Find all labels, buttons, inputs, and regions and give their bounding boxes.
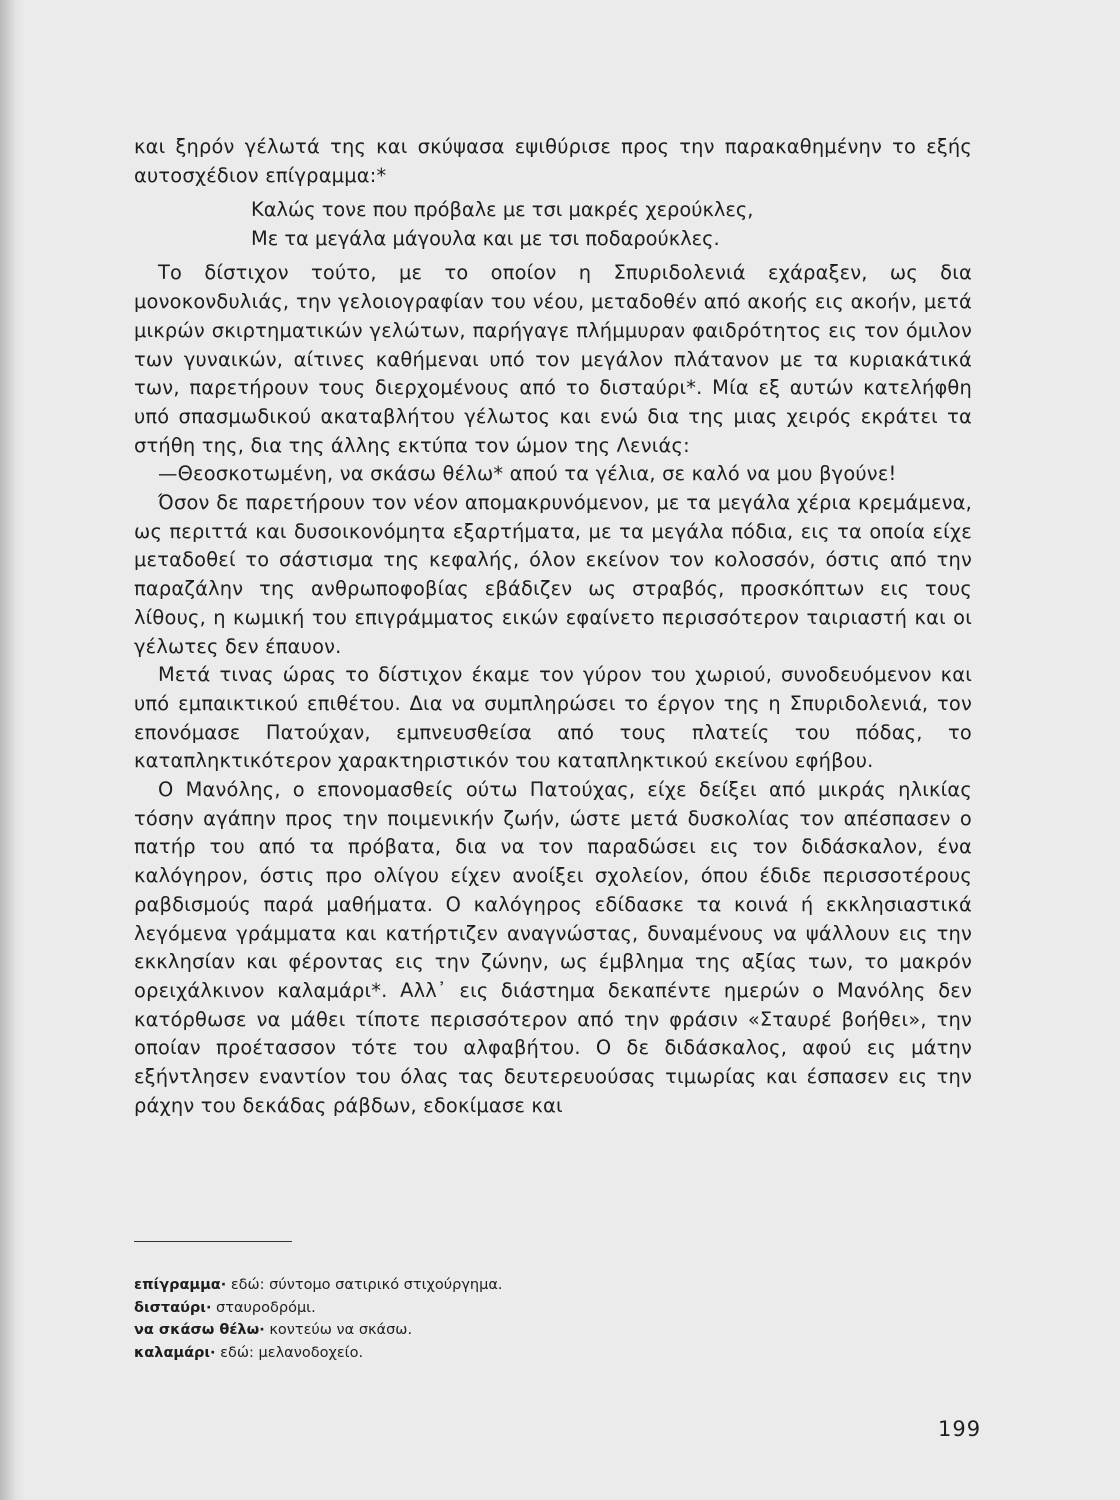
- paragraph-5: Μετά τινας ώρας το δίστιχον έκαμε τον γύρον του χωριού, συνοδευόμενον και υπό εμπαικτικού επιθέτου. Δια να συμπληρώσει το έργον της η Σπυριδολενιά, τον επονόμασε Πατούχαν, εμπνευσθείσα από τους πλατείς του πόδας, το καταπληκτικότερον χαρακτηριστικόν του καταπληκτικού εκείνου εφήβου.: [134, 663, 972, 773]
- footnote-term: δισταύρι·: [134, 1299, 212, 1316]
- footnote-definition: εδώ: μελανοδοχείο.: [215, 1344, 364, 1361]
- page-number: 199: [938, 1417, 982, 1441]
- footnote-2: [134, 1297, 934, 1320]
- footnote-1: [134, 1274, 934, 1297]
- verse-couplet: [251, 196, 972, 253]
- footnote-3: [134, 1319, 934, 1342]
- footnote-definition: εδώ: σύντομο σατιρικό στιχούργημα.: [226, 1277, 503, 1293]
- paragraph-1: και ξηρόν γέλωτά της και σκύψασα εψιθύρισε προς την παρακαθημένην το εξής αυτοσχέδιον επίγραμμα:*: [134, 135, 972, 187]
- footnote-term: επίγραμμα·: [134, 1277, 227, 1293]
- footnote-term: καλαμάρι·: [134, 1344, 216, 1361]
- paragraph-6: Ο Μανόλης, ο επονομασθείς ούτω Πατούχας, είχε δείξει από μικράς ηλικίας τόσην αγάπην προς την ποιμενικήν ζωήν, ώστε μετά δυσκολίας τον απέσπασεν ο πατήρ του από τα πρόβατα, δια να τον παραδώσει εις τον διδάσκαλον, ένα καλόγηρον, όστις προ ολίγου είχεν ανοίξει σχολείον, όπου έδιδε περισσοτέρους ραβδισμούς παρά μαθήματα. Ο καλόγηρος εδίδασκε τα κοινά ή εκκλησιαστικά λεγόμενα γράμματα και κατήρτιζεν αναγνώστας, δυναμένους να ψάλλουν εις την εκκλησίαν και φέροντας εις την ζώνην, ως έμβλημα της αξίας των, το μακρόν ορειχάλκινον καλαμάρι*. Αλλ᾽ εις διάστημα δεκαπέντε ημερών ο Μανόλης δεν κατόρθωσε να μάθει τίποτε περισσότερον από την φράσιν «Σταυρέ βοήθει», την οποίαν προέτασσον τότε του αλφαβήτου. Ο δε διδάσκαλος, αφού εις μάτην εξήντλησεν εναντίον του όλας τας δευτερευούσας τιμωρίας και έσπασεν εις την ράχην του δεκάδας ράβδων, εδοκίμασε και: [134, 778, 972, 1117]
- book-spine-shadow: [0, 0, 26, 1500]
- footnote-rule: [134, 1241, 292, 1242]
- footnote-term: να σκάσω θέλω·: [134, 1322, 265, 1338]
- paragraph-3-dialogue: —Θεοσκοτωμένη, να σκάσω θέλω* απού τα γέλια, σε καλό να μου βγούνε!: [158, 462, 897, 486]
- footnote-4: [134, 1342, 934, 1365]
- footnote-definition: κοντεύω να σκάσω.: [264, 1322, 413, 1338]
- footnotes: [134, 1274, 934, 1364]
- footnote-definition: σταυροδρόμι.: [211, 1299, 316, 1316]
- paragraph-2: Το δίστιχον τούτο, με το οποίον η Σπυριδολενιά εχάραξεν, ως δια μονοκονδυλιάς, την γελοιογραφίαν του νέου, μεταδοθέν από ακοής εις ακοήν, μετά μικρών σκιρτηματικών γελώτων, παρήγαγε πλήμμυραν φαιδρότητος εις τον όμιλον των γυναικών, αίτινες καθήμεναι υπό τον μεγάλον πλάτανον με τα κυριακάτικά των, παρετήρουν τους διερχομένους από το δισταύρι*. Μία εξ αυτών κατελήφθη υπό σπασμωδικού ακαταβλήτου γέλωτος και ενώ δια της μιας χειρός εκράτει τα στήθη της, δια της άλλης εκτύπα τον ώμον της Λενιάς:: [134, 261, 972, 457]
- verse-line-1: Καλώς τονε που πρόβαλε με τσι μακρές χερούκλες,: [251, 198, 754, 222]
- verse-line-2: Με τα μεγάλα μάγουλα και με τσι ποδαρούκλες.: [251, 226, 720, 250]
- paragraph-4: Όσον δε παρετήρουν τον νέον απομακρυνόμενον, με τα μεγάλα χέρια κρεμάμενα, ως περιττά και δυσοικονόμητα εξαρτήματα, με τα μεγάλα πόδια, εις τα οποία είχε μεταδοθεί το σάστισμα της κεφαλής, όλον εκείνον τον κολοσσόν, όστις από την παραζάλην της ανθρωποφοβίας εβάδιζεν ως στραβός, προσκόπτων εις τους λίθους, η κωμική του επιγράμματος εικών εφαίνετο περισσότερον ταιριαστή και οι γέλωτες δεν έπαυον.: [134, 491, 972, 658]
- main-text: [134, 133, 972, 1121]
